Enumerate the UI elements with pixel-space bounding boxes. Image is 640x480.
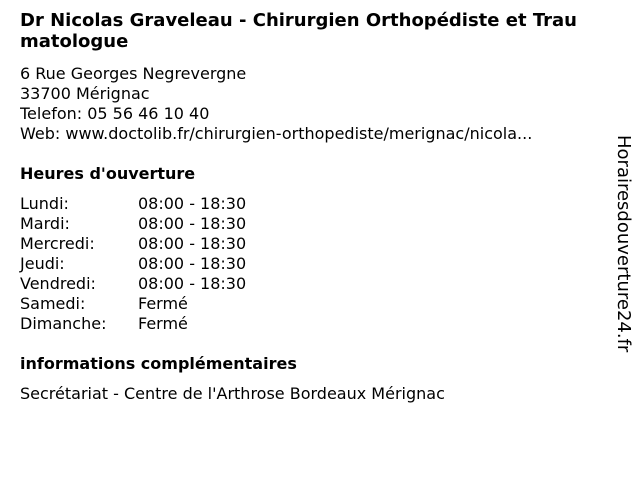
- day-label: Mardi:: [20, 214, 70, 233]
- phone-line: [20, 104, 590, 124]
- web-link[interactable]: www.doctolib.fr/chirurgien-orthopediste/merignac/nicola...: [65, 124, 533, 143]
- day-hours: 08:00 - 18:30: [138, 214, 247, 233]
- day-label: Samedi:: [20, 294, 86, 313]
- hours-table: [20, 194, 246, 334]
- hours-row: [20, 214, 246, 234]
- web-label: Web:: [20, 124, 61, 143]
- address-block: [20, 64, 590, 144]
- info-heading: informations complémentaires: [20, 354, 297, 373]
- day-label: Mercredi:: [20, 234, 95, 253]
- day-hours: 08:00 - 18:30: [138, 234, 247, 253]
- phone-number[interactable]: 05 56 46 10 40: [87, 104, 210, 123]
- hours-heading: Heures d'ouverture: [20, 164, 196, 183]
- street-address: 6 Rue Georges Negrevergne: [20, 64, 247, 83]
- info-text: Secrétariat - Centre de l'Arthrose Bordeaux Mérignac: [20, 384, 445, 403]
- day-label: Vendredi:: [20, 274, 96, 293]
- hours-row: [20, 254, 246, 274]
- day-hours: 08:00 - 18:30: [138, 254, 247, 273]
- day-hours: Fermé: [138, 314, 188, 333]
- day-hours: Fermé: [138, 294, 188, 313]
- city-address: 33700 Mérignac: [20, 84, 150, 103]
- hours-row: [20, 314, 246, 334]
- day-hours: 08:00 - 18:30: [138, 194, 247, 213]
- web-line: [20, 124, 590, 144]
- hours-row: [20, 274, 246, 294]
- phone-label: Telefon:: [20, 104, 83, 123]
- day-label: Dimanche:: [20, 314, 107, 333]
- hours-row: [20, 294, 246, 314]
- day-label: Lundi:: [20, 194, 69, 213]
- hours-row: [20, 194, 246, 214]
- day-label: Jeudi:: [20, 254, 65, 273]
- hours-row: [20, 234, 246, 254]
- page-title: Dr Nicolas Graveleau - Chirurgien Orthopédiste et Traumatologue: [20, 10, 577, 52]
- day-hours: 08:00 - 18:30: [138, 274, 247, 293]
- site-watermark: Horairesdouverture24.fr: [613, 135, 634, 353]
